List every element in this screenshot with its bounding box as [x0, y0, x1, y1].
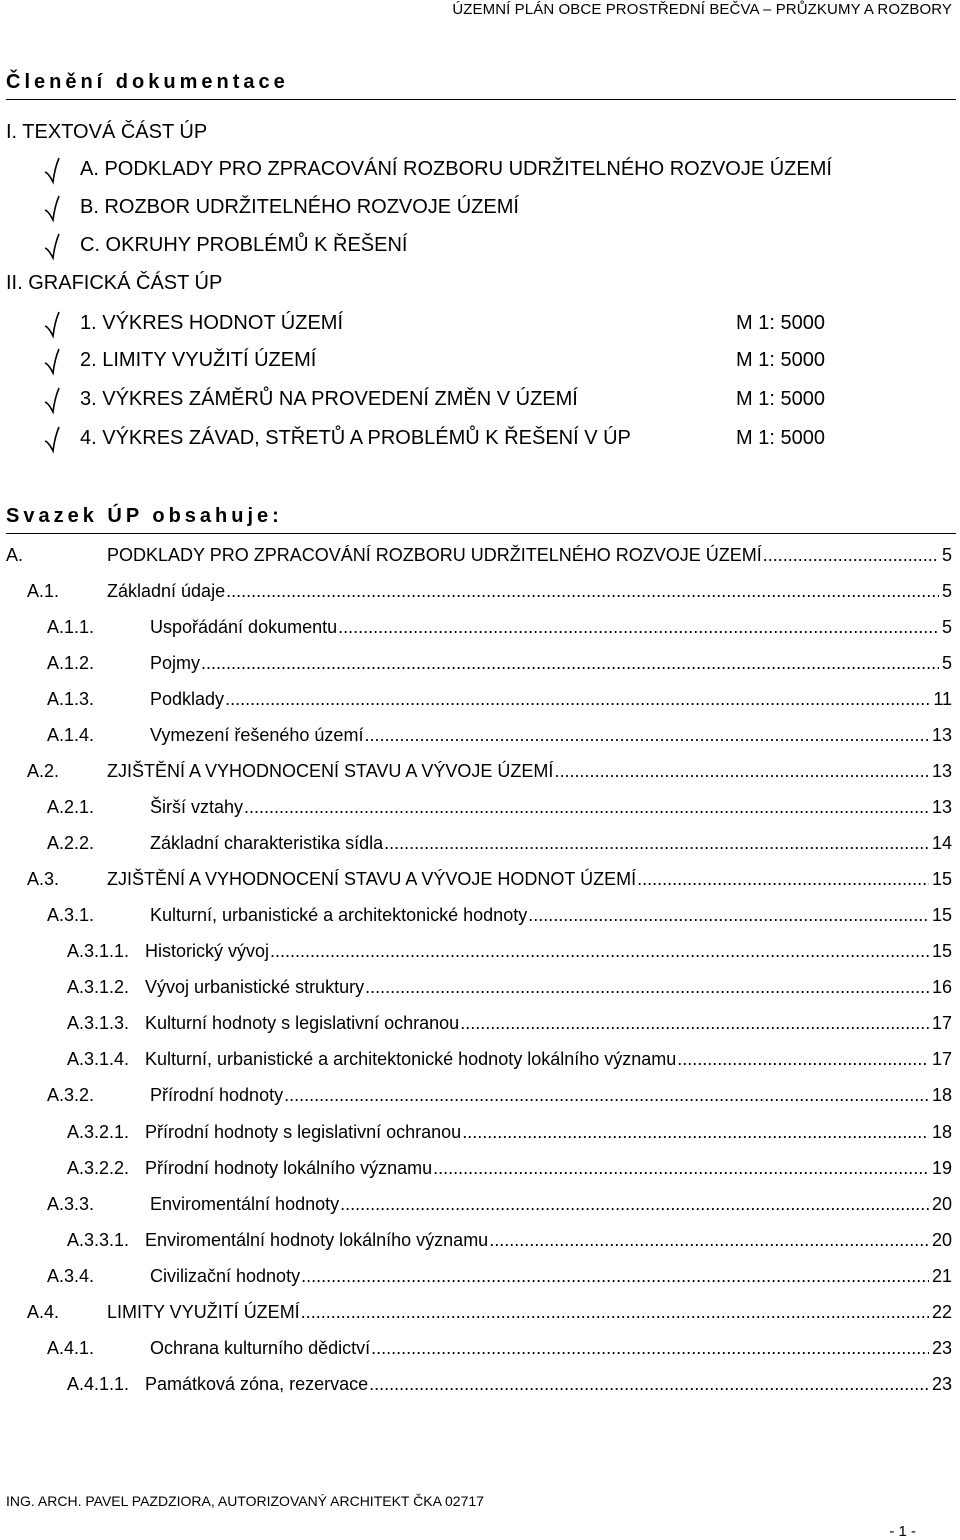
footer-author: ING. ARCH. PAVEL PAZDZIORA, AUTORIZOVANÝ ARCHITEKT ČKA 02717	[6, 1493, 484, 1509]
toc-leader-dots	[369, 1371, 929, 1397]
toc-leader-dots	[384, 830, 929, 856]
toc-entry-page: 16	[931, 977, 952, 997]
part1-item	[44, 194, 960, 224]
toc-entry-page: 17	[931, 1013, 952, 1033]
toc-entry[interactable]	[47, 686, 952, 712]
drawing-title: 2. LIMITY VYUŽITÍ ÚZEMÍ	[80, 349, 317, 371]
running-header: ÚZEMNÍ PLÁN OBCE PROSTŘEDNÍ BEČVA – PRŮZKUMY A ROZBORY	[452, 1, 952, 18]
toc-leader-dots	[637, 866, 929, 892]
toc-leader-dots	[225, 686, 930, 712]
checkmark-bullet-icon	[44, 195, 60, 223]
toc-entry[interactable]	[67, 1227, 952, 1253]
toc-leader-dots	[371, 1335, 929, 1361]
toc-heading: Svazek ÚP obsahuje:	[6, 505, 283, 527]
toc-entry[interactable]	[67, 938, 952, 964]
checkmark-bullet-icon	[44, 348, 60, 376]
toc-entry-page: 5	[941, 653, 952, 673]
toc-entry[interactable]	[47, 1335, 952, 1361]
toc-leader-dots	[763, 542, 939, 568]
part1-item-label: C. OKRUHY PROBLÉMŮ K ŘEŠENÍ	[80, 234, 408, 256]
toc-entry-title: Přírodní hodnoty lokálního významu	[145, 1158, 433, 1178]
drawing-title: 3. VÝKRES ZÁMĚRŮ NA PROVEDENÍ ZMĚN V ÚZEMÍ	[80, 388, 578, 410]
toc-entry-page: 18	[931, 1122, 952, 1142]
toc-entry-page: 20	[931, 1230, 952, 1250]
toc-entry-number: A.2.1.	[47, 797, 95, 817]
toc-entry-page: 11	[933, 689, 952, 709]
toc-entry-title: Vymezení řešeného území	[150, 725, 364, 745]
toc-entry-page: 13	[931, 725, 952, 745]
toc-entry-title: Kulturní, urbanistické a architektonické hodnoty	[150, 905, 528, 925]
toc-entry-title: Přírodní hodnoty	[150, 1085, 284, 1105]
toc-entry-title: Základní údaje	[107, 581, 226, 601]
toc-entry-number: A.3.2.	[47, 1085, 95, 1105]
toc-entry-number: A.	[6, 545, 24, 565]
toc-entry-title: ZJIŠTĚNÍ A VYHODNOCENÍ STAVU A VÝVOJE HODNOT ÚZEMÍ	[107, 869, 637, 889]
toc-entry[interactable]	[47, 650, 952, 676]
toc-entry-number: A.1.1.	[47, 617, 95, 637]
toc-entry[interactable]	[67, 1119, 952, 1145]
toc-leader-dots	[528, 902, 929, 928]
toc-entry-page: 17	[931, 1049, 952, 1069]
toc-entry-page: 20	[931, 1194, 952, 1214]
checkmark-bullet-icon	[44, 426, 60, 454]
toc-entry-number: A.3.1.1.	[67, 941, 130, 961]
toc-entry[interactable]	[47, 1082, 952, 1108]
toc-leader-dots	[226, 578, 939, 604]
toc-entry-title: Širší vztahy	[150, 797, 244, 817]
part1-item	[44, 232, 960, 262]
part-graphical: II. GRAFICKÁ ČÁST ÚP	[6, 272, 223, 294]
toc-entry-title: Základní charakteristika sídla	[150, 833, 384, 853]
drawing-scale: M 1: 5000	[736, 349, 825, 371]
toc-entry-number: A.3.4.	[47, 1266, 95, 1286]
checkmark-bullet-icon	[44, 387, 60, 415]
toc-entry-title: Památková zóna, rezervace	[145, 1374, 369, 1394]
checkmark-bullet-icon	[44, 157, 60, 185]
drawing-scale: M 1: 5000	[736, 388, 825, 410]
toc-entry-number: A.3.2.2.	[67, 1158, 130, 1178]
toc-leader-dots	[340, 1191, 929, 1217]
toc-leader-dots	[554, 758, 929, 784]
contents-heading-rule	[6, 99, 956, 100]
toc-entry-number: A.3.1.2.	[67, 977, 130, 997]
toc-leader-dots	[433, 1155, 929, 1181]
toc-entry-title: Kulturní hodnoty s legislativní ochranou	[145, 1013, 460, 1033]
toc-entry-number: A.4.1.	[47, 1338, 95, 1358]
toc-entry-page: 22	[931, 1302, 952, 1322]
toc-entry-title: Enviromentální hodnoty	[150, 1194, 340, 1214]
toc-entry-number: A.3.	[27, 869, 60, 889]
toc-entry-page: 23	[931, 1338, 952, 1358]
toc-entry-page: 13	[931, 761, 952, 781]
toc-entry-page: 21	[931, 1266, 952, 1286]
toc-entry-title: Enviromentální hodnoty lokálního významu	[145, 1230, 489, 1250]
drawing-title: 1. VÝKRES HODNOT ÚZEMÍ	[80, 312, 344, 334]
toc-entry-number: A.1.2.	[47, 653, 95, 673]
drawing-item	[44, 347, 960, 377]
toc-leader-dots	[489, 1227, 929, 1253]
toc-entry-title: LIMITY VYUŽITÍ ÚZEMÍ	[107, 1302, 300, 1322]
drawing-title: 4. VÝKRES ZÁVAD, STŘETŮ A PROBLÉMŮ K ŘEŠENÍ V ÚP	[80, 427, 631, 449]
toc-entry[interactable]	[67, 1155, 952, 1181]
toc-entry-page: 23	[931, 1374, 952, 1394]
toc-entry[interactable]	[47, 794, 952, 820]
toc-leader-dots	[338, 614, 939, 640]
toc-entry[interactable]	[27, 866, 952, 892]
toc-entry-number: A.1.4.	[47, 725, 95, 745]
toc-entry-title: ZJIŠTĚNÍ A VYHODNOCENÍ STAVU A VÝVOJE ÚZEMÍ	[107, 761, 554, 781]
toc-entry-page: 18	[931, 1085, 952, 1105]
toc-leader-dots	[460, 1010, 929, 1036]
toc-leader-dots	[244, 794, 929, 820]
toc-entry-title: Uspořádání dokumentu	[150, 617, 338, 637]
toc-leader-dots	[284, 1082, 929, 1108]
toc-leader-dots	[301, 1299, 929, 1325]
toc-entry[interactable]	[27, 578, 952, 604]
toc-entry-number: A.2.	[27, 761, 60, 781]
toc-entry-page: 15	[931, 869, 952, 889]
checkmark-bullet-icon	[44, 311, 60, 339]
toc-entry-page: 19	[931, 1158, 952, 1178]
toc-entry-number: A.3.2.1.	[67, 1122, 130, 1142]
page-number: - 1 -	[889, 1523, 916, 1540]
toc-entry-number: A.2.2.	[47, 833, 95, 853]
part1-item-label: B. ROZBOR UDRŽITELNÉHO ROZVOJE ÚZEMÍ	[80, 196, 519, 218]
contents-heading: Členění dokumentace	[6, 71, 289, 93]
toc-entry[interactable]	[67, 974, 952, 1000]
toc-leader-dots	[677, 1046, 929, 1072]
toc-entry[interactable]	[67, 1046, 952, 1072]
toc-entry-number: A.4.1.1.	[67, 1374, 130, 1394]
drawing-item	[44, 310, 960, 340]
toc-entry[interactable]	[27, 1299, 952, 1325]
toc-entry[interactable]	[47, 614, 952, 640]
toc-entry-title: Ochrana kulturního dědictví	[150, 1338, 371, 1358]
toc-entry-page: 15	[931, 941, 952, 961]
toc-entry-title: Kulturní, urbanistické a architektonické hodnoty lokálního významu	[145, 1049, 677, 1069]
toc-entry[interactable]	[67, 1371, 952, 1397]
toc-leader-dots	[270, 938, 929, 964]
toc-entry-number: A.3.1.3.	[67, 1013, 130, 1033]
toc-leader-dots	[201, 650, 939, 676]
toc-entry-number: A.1.3.	[47, 689, 95, 709]
drawing-item	[44, 425, 960, 455]
toc-entry-number: A.4.	[27, 1302, 60, 1322]
toc-entry-number: A.1.	[27, 581, 60, 601]
toc-entry[interactable]	[47, 1191, 952, 1217]
toc-entry[interactable]	[27, 758, 952, 784]
toc-entry-number: A.3.3.	[47, 1194, 95, 1214]
toc-entry-number: A.3.1.	[47, 905, 95, 925]
toc-entry[interactable]	[67, 1010, 952, 1036]
toc-entry-title: Historický vývoj	[145, 941, 270, 961]
toc-entry[interactable]	[47, 902, 952, 928]
toc-entry-title: Vývoj urbanistické struktury	[145, 977, 365, 997]
toc-entry-number: A.3.1.4.	[67, 1049, 130, 1069]
part-textual: I. TEXTOVÁ ČÁST ÚP	[6, 121, 208, 143]
toc-entry[interactable]	[47, 1263, 952, 1289]
toc-entry-page: 15	[931, 905, 952, 925]
checkmark-bullet-icon	[44, 233, 60, 261]
toc-entry-page: 5	[941, 545, 952, 565]
toc-entry-page: 13	[931, 797, 952, 817]
toc-entry-title: Přírodní hodnoty s legislativní ochranou	[145, 1122, 462, 1142]
drawing-item	[44, 386, 960, 416]
toc-entry-title: PODKLADY PRO ZPRACOVÁNÍ ROZBORU UDRŽITELNÉHO ROZVOJE ÚZEMÍ	[107, 545, 762, 565]
toc-leader-dots	[365, 974, 929, 1000]
toc-entry[interactable]	[6, 542, 952, 568]
toc-heading-rule	[6, 533, 956, 534]
toc-entry[interactable]	[47, 830, 952, 856]
toc-leader-dots	[462, 1119, 929, 1145]
toc-entry-page: 5	[941, 581, 952, 601]
part1-item-label: A. PODKLADY PRO ZPRACOVÁNÍ ROZBORU UDRŽITELNÉHO ROZVOJE ÚZEMÍ	[80, 158, 832, 180]
drawing-scale: M 1: 5000	[736, 427, 825, 449]
toc-entry-page: 5	[941, 617, 952, 637]
toc-entry[interactable]	[47, 722, 952, 748]
toc-leader-dots	[301, 1263, 929, 1289]
toc-leader-dots	[364, 722, 929, 748]
toc-entry-title: Pojmy	[150, 653, 201, 673]
toc-entry-page: 14	[931, 833, 952, 853]
toc-entry-number: A.3.3.1.	[67, 1230, 130, 1250]
toc-entry-title: Podklady	[150, 689, 225, 709]
drawing-scale: M 1: 5000	[736, 312, 825, 334]
toc-entry-title: Civilizační hodnoty	[150, 1266, 301, 1286]
part1-item	[44, 156, 960, 186]
